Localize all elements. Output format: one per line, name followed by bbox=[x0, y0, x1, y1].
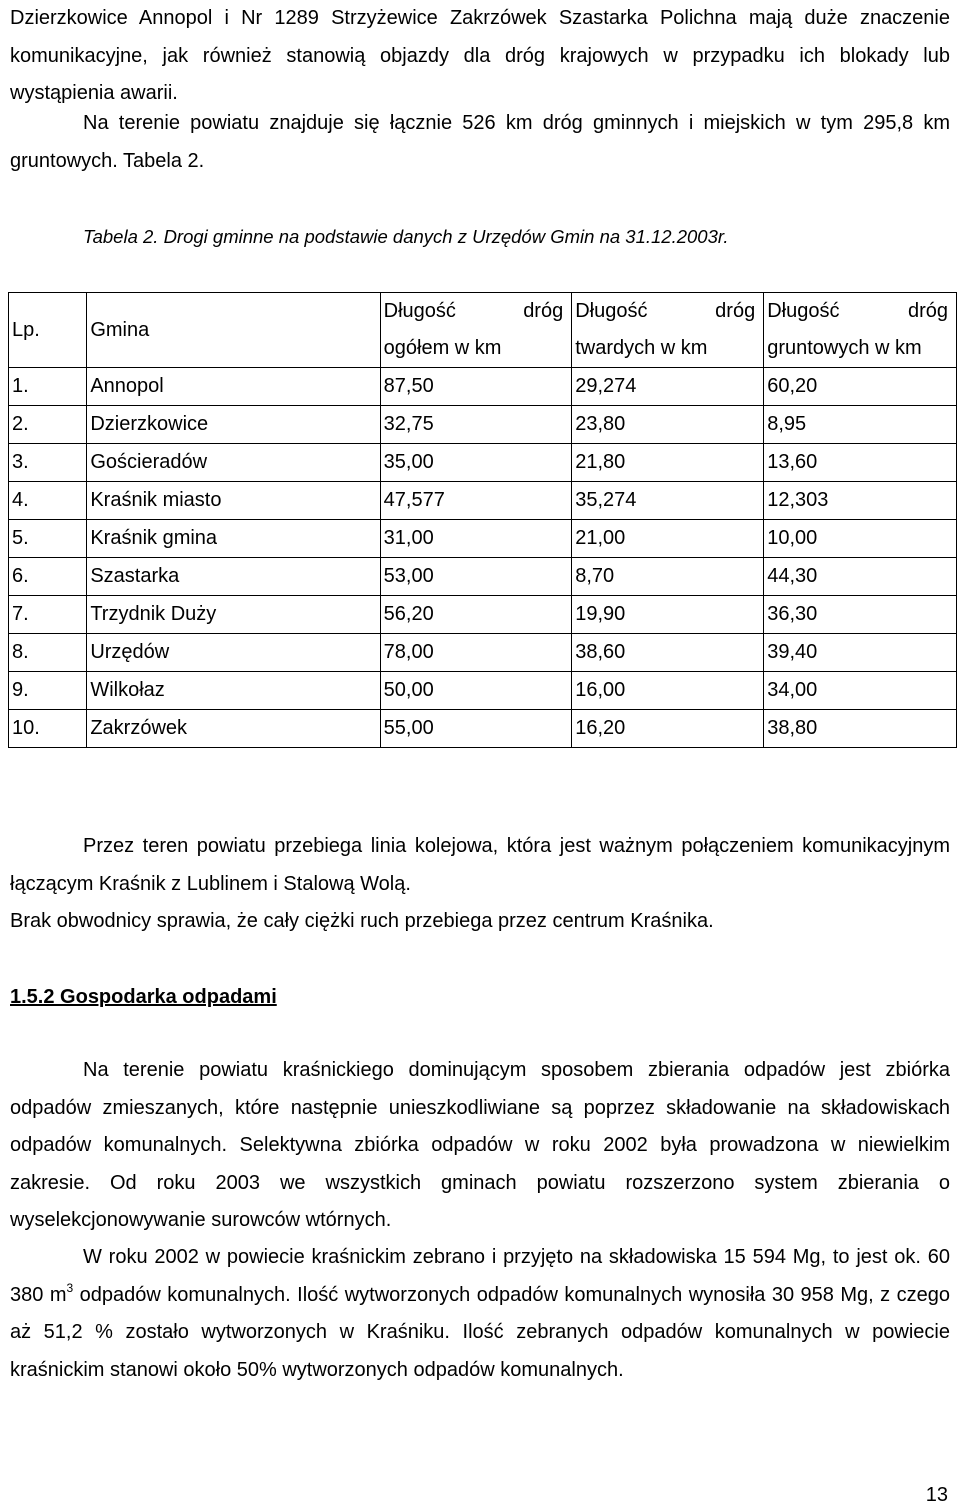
cell-dirt: 34,00 bbox=[764, 672, 957, 710]
header-total-length bbox=[380, 293, 572, 368]
cell-gmina: Szastarka bbox=[87, 558, 380, 596]
cell-dirt: 39,40 bbox=[764, 634, 957, 672]
header-dirt-length bbox=[764, 293, 957, 368]
roads-table bbox=[8, 292, 957, 748]
cell-paved: 35,274 bbox=[572, 482, 764, 520]
header-dirt-line2: gruntowych w km bbox=[767, 337, 922, 359]
cell-total: 31,00 bbox=[380, 520, 572, 558]
cell-total: 78,00 bbox=[380, 634, 572, 672]
cell-paved: 21,00 bbox=[572, 520, 764, 558]
table-header-row bbox=[9, 293, 957, 368]
header-total-line2: ogółem w km bbox=[383, 337, 502, 359]
cell-lp: 9. bbox=[9, 672, 87, 710]
cell-total: 35,00 bbox=[380, 444, 572, 482]
cell-total: 32,75 bbox=[380, 406, 572, 444]
cell-total: 53,00 bbox=[380, 558, 572, 596]
header-dirt-word1: Długość bbox=[767, 300, 840, 322]
cell-lp: 4. bbox=[9, 482, 87, 520]
table-row bbox=[9, 444, 957, 482]
cell-gmina: Wilkołaz bbox=[87, 672, 380, 710]
cell-total: 55,00 bbox=[380, 710, 572, 748]
cell-paved: 38,60 bbox=[572, 634, 764, 672]
cell-lp: 2. bbox=[9, 406, 87, 444]
header-paved-line2: twardych w km bbox=[575, 337, 708, 359]
page-number: 13 bbox=[925, 1484, 948, 1506]
table-row bbox=[9, 520, 957, 558]
cell-gmina: Kraśnik gmina bbox=[87, 520, 380, 558]
table-caption: Tabela 2. Drogi gminne na podstawie danych z Urzędów Gmin na 31.12.2003r. bbox=[83, 226, 729, 247]
header-paved-word2: dróg bbox=[715, 300, 756, 322]
cell-gmina: Dzierzkowice bbox=[87, 406, 380, 444]
cell-dirt: 38,80 bbox=[764, 710, 957, 748]
bypass-paragraph: Brak obwodnicy sprawia, że cały ciężki ruch przebiega przez centrum Kraśnika. bbox=[10, 910, 714, 932]
header-total-word1: Długość bbox=[383, 300, 456, 322]
cell-gmina: Urzędów bbox=[87, 634, 380, 672]
cell-total: 56,20 bbox=[380, 596, 572, 634]
cell-gmina: Kraśnik miasto bbox=[87, 482, 380, 520]
cubic-superscript: 3 bbox=[66, 1280, 74, 1295]
header-paved-word1: Długość bbox=[575, 300, 648, 322]
cell-dirt: 12,303 bbox=[764, 482, 957, 520]
section-heading: 1.5.2 Gospodarka odpadami bbox=[10, 986, 277, 1008]
table-row bbox=[9, 710, 957, 748]
table-row bbox=[9, 634, 957, 672]
cell-lp: 3. bbox=[9, 444, 87, 482]
cell-lp: 6. bbox=[9, 558, 87, 596]
cell-gmina: Gościeradów bbox=[87, 444, 380, 482]
cell-dirt: 44,30 bbox=[764, 558, 957, 596]
table-row bbox=[9, 672, 957, 710]
header-gmina: Gmina bbox=[87, 293, 380, 368]
cell-lp: 1. bbox=[9, 368, 87, 406]
table-row bbox=[9, 482, 957, 520]
cell-lp: 7. bbox=[9, 596, 87, 634]
table-row bbox=[9, 558, 957, 596]
cell-gmina: Annopol bbox=[87, 368, 380, 406]
cell-paved: 16,00 bbox=[572, 672, 764, 710]
waste-paragraph-1: Na terenie powiatu kraśnickiego dominującym sposobem zbierania odpadów jest zbiórka odpadów zmieszanych, które następnie unieszkodliwiane są poprzez składowanie na składowiskach odpadów komunalnych. Selektywna zbiórka odpadów w roku 2002 była prowadzona w niewielkim zakresie. Od roku 2003 we wszystkich gminach powiatu rozszerzono system zbierania o wyselekcjonowywanie surowców wtórnych. bbox=[10, 1059, 950, 1231]
cell-dirt: 8,95 bbox=[764, 406, 957, 444]
waste-p2-part2: odpadów komunalnych. Ilość wytworzonych odpadów komunalnych wynosiła 30 958 Mg, z czego aż 51,2 % zostało wytworzonych w Kraśniku. Ilość zebranych odpadów komunalnych w powiecie kraśnickim stanowi około 50% wytworzonych odpadów komunalnych. bbox=[10, 1283, 951, 1381]
cell-paved: 8,70 bbox=[572, 558, 764, 596]
cell-lp: 10. bbox=[9, 710, 87, 748]
cell-dirt: 60,20 bbox=[764, 368, 957, 406]
cell-dirt: 36,30 bbox=[764, 596, 957, 634]
table-row bbox=[9, 596, 957, 634]
cell-total: 87,50 bbox=[380, 368, 572, 406]
table-row bbox=[9, 406, 957, 444]
waste-p2-part1: W roku 2002 w powiecie kraśnickim zebrano i przyjęto na składowiska 15 594 Mg, to jest ok. 60 380 m bbox=[10, 1246, 950, 1306]
cell-dirt: 13,60 bbox=[764, 444, 957, 482]
cell-total: 47,577 bbox=[380, 482, 572, 520]
cell-gmina: Trzydnik Duży bbox=[87, 596, 380, 634]
cell-lp: 8. bbox=[9, 634, 87, 672]
waste-paragraph-2 bbox=[10, 1239, 950, 1389]
rail-paragraph: Przez teren powiatu przebiega linia kolejowa, która jest ważnym połączeniem komunikacyjnym łączącym Kraśnik z Lublinem i Stalową Wolą. bbox=[10, 835, 950, 895]
cell-paved: 19,90 bbox=[572, 596, 764, 634]
cell-lp: 5. bbox=[9, 520, 87, 558]
intro-roads-paragraph: Na terenie powiatu znajduje się łącznie 526 km dróg gminnych i miejskich w tym 295,8 km gruntowych. Tabela 2. bbox=[10, 112, 950, 172]
table-row bbox=[9, 368, 957, 406]
cell-paved: 21,80 bbox=[572, 444, 764, 482]
intro-paragraph: Dzierzkowice Annopol i Nr 1289 Strzyżewice Zakrzówek Szastarka Polichna mają duże znaczenie komunikacyjne, jak również stanowią objazdy dla dróg krajowych w przypadku ich blokady lub wystąpienia awarii. bbox=[10, 7, 950, 104]
header-lp: Lp. bbox=[9, 293, 87, 368]
cell-gmina: Zakrzówek bbox=[87, 710, 380, 748]
header-dirt-word2: dróg bbox=[907, 300, 948, 322]
cell-dirt: 10,00 bbox=[764, 520, 957, 558]
cell-paved: 16,20 bbox=[572, 710, 764, 748]
header-total-word2: dróg bbox=[523, 300, 564, 322]
cell-total: 50,00 bbox=[380, 672, 572, 710]
header-paved-length bbox=[572, 293, 764, 368]
cell-paved: 29,274 bbox=[572, 368, 764, 406]
cell-paved: 23,80 bbox=[572, 406, 764, 444]
